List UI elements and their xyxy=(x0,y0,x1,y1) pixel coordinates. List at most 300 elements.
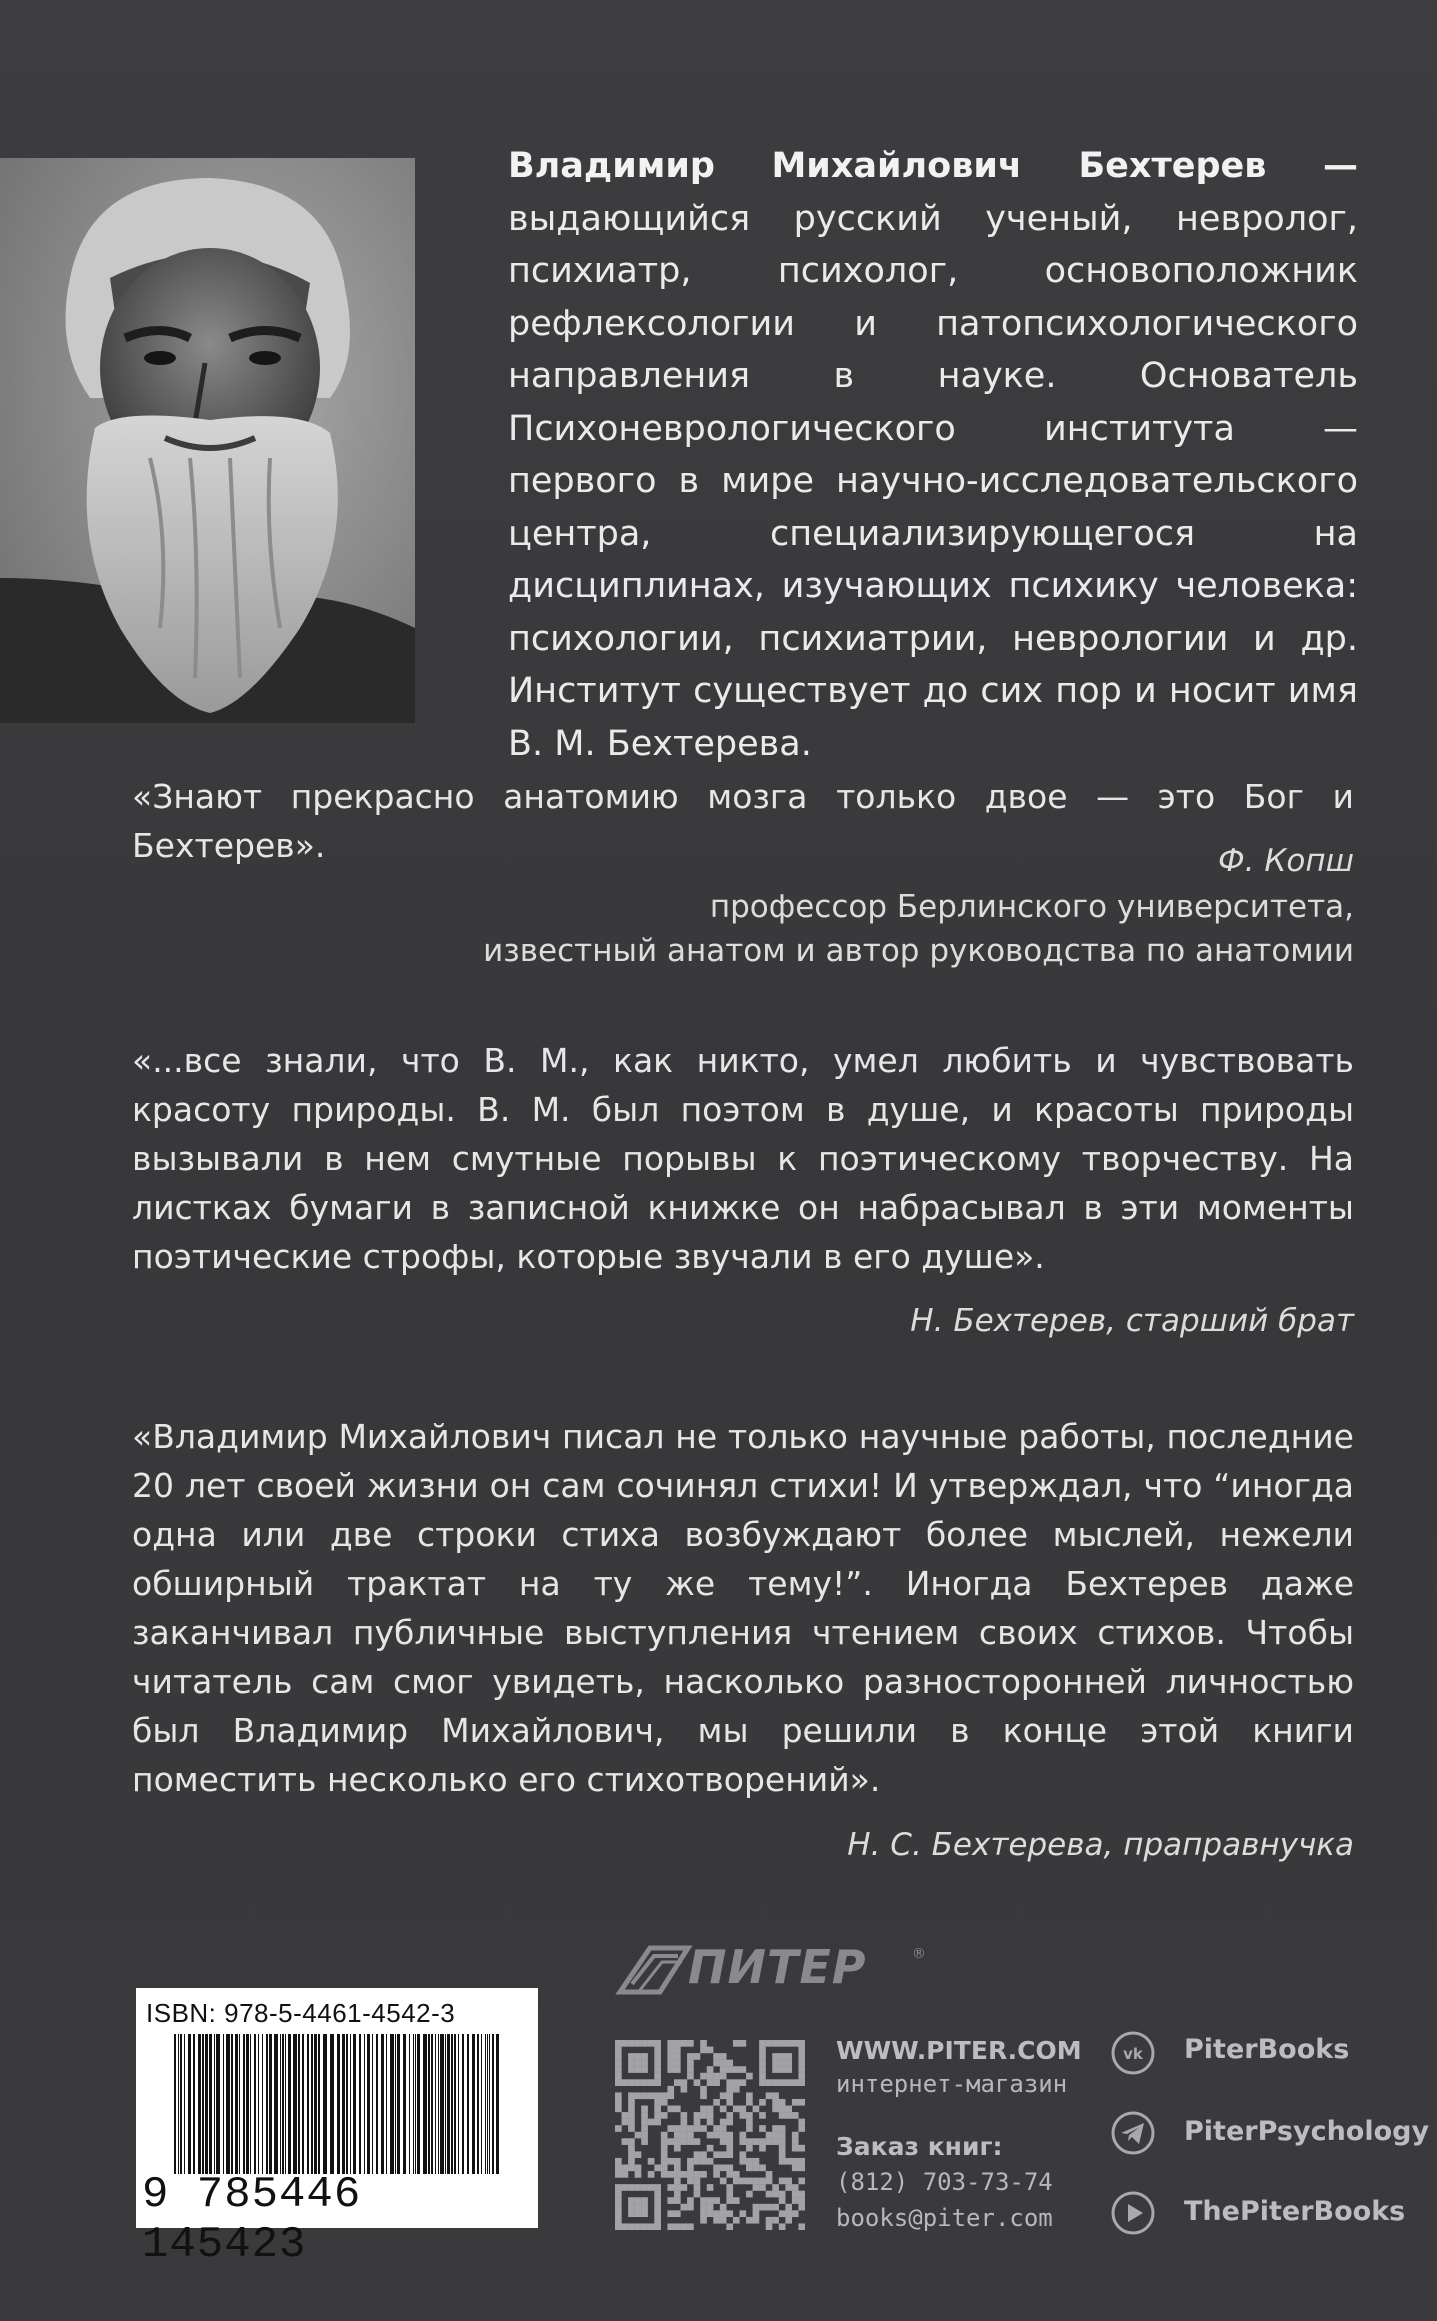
qr-module xyxy=(628,2060,635,2067)
barcode-bar xyxy=(489,2034,490,2174)
qr-module xyxy=(713,2164,720,2171)
qr-module xyxy=(687,2197,694,2204)
quote-kopsch-role-1: профессор Берлинского университета, xyxy=(709,889,1354,925)
qr-module xyxy=(622,2112,629,2119)
barcode-bar xyxy=(467,2034,469,2174)
qr-module xyxy=(792,2145,799,2152)
author-portrait xyxy=(0,158,415,723)
barcode-bar xyxy=(307,2034,309,2174)
author-name: Владимир Михайлович Бехтерев — xyxy=(508,146,1358,186)
qr-module xyxy=(798,2204,805,2211)
qr-module xyxy=(766,2204,773,2211)
barcode-bar xyxy=(485,2034,486,2174)
barcode-bar xyxy=(496,2034,499,2174)
qr-module xyxy=(667,2060,674,2067)
qr-module xyxy=(733,2106,740,2113)
qr-module xyxy=(700,2204,707,2211)
qr-module xyxy=(746,2178,753,2185)
qr-module xyxy=(622,2119,629,2126)
website-link[interactable]: WWW.PITER.COM xyxy=(836,2036,1082,2065)
barcode-bar xyxy=(359,2034,361,2174)
qr-module xyxy=(707,2079,714,2086)
telegram-icon[interactable] xyxy=(1110,2110,1156,2156)
qr-module xyxy=(726,2171,733,2178)
qr-module xyxy=(700,2151,707,2158)
barcode-bar xyxy=(246,2034,249,2174)
qr-module xyxy=(628,2079,635,2086)
barcode-bar xyxy=(440,2034,444,2174)
qr-module xyxy=(759,2047,766,2054)
qr-module xyxy=(792,2138,799,2145)
qr-module xyxy=(622,2184,629,2191)
qr-module xyxy=(753,2164,760,2171)
qr-module xyxy=(707,2073,714,2080)
qr-module xyxy=(753,2138,760,2145)
qr-module xyxy=(772,2132,779,2139)
qr-module xyxy=(792,2079,799,2086)
qr-module xyxy=(779,2060,786,2067)
qr-module xyxy=(700,2047,707,2054)
qr-module xyxy=(654,2210,661,2217)
qr-module xyxy=(641,2223,648,2230)
qr-module xyxy=(628,2151,635,2158)
barcode-bar xyxy=(458,2034,459,2174)
qr-module xyxy=(628,2158,635,2165)
qr-module xyxy=(674,2132,681,2139)
qr-module xyxy=(798,2164,805,2171)
qr-module xyxy=(746,2145,753,2152)
quote-brother-author-name: Н. Бехтерев, старший брат xyxy=(910,1303,1354,1339)
qr-module xyxy=(739,2106,746,2113)
qr-module xyxy=(779,2223,786,2230)
qr-module xyxy=(635,2079,642,2086)
barcode-bar xyxy=(198,2034,201,2174)
barcode-bar xyxy=(364,2034,365,2174)
qr-module xyxy=(635,2040,642,2047)
qr-module xyxy=(720,2106,727,2113)
qr-module xyxy=(648,2158,655,2165)
qr-module xyxy=(628,2184,635,2191)
qr-module xyxy=(759,2125,766,2132)
qr-module xyxy=(753,2106,760,2113)
qr-module xyxy=(746,2073,753,2080)
qr-module xyxy=(674,2184,681,2191)
qr-module xyxy=(687,2171,694,2178)
qr-module xyxy=(615,2047,622,2054)
qr-module xyxy=(798,2040,805,2047)
barcode-bar xyxy=(390,2034,394,2174)
qr-module xyxy=(615,2060,622,2067)
qr-module xyxy=(615,2079,622,2086)
qr-module xyxy=(779,2145,786,2152)
qr-module xyxy=(798,2178,805,2185)
qr-module xyxy=(759,2178,766,2185)
qr-module xyxy=(654,2217,661,2224)
qr-module xyxy=(674,2223,681,2230)
qr-module xyxy=(615,2191,622,2198)
portrait-image xyxy=(0,158,415,723)
barcode-bar xyxy=(214,2034,215,2174)
barcode-bar xyxy=(250,2034,251,2174)
barcode-bar xyxy=(293,2034,297,2174)
qr-module xyxy=(726,2164,733,2171)
qr-module xyxy=(641,2053,648,2060)
qr-module xyxy=(641,2066,648,2073)
qr-module xyxy=(674,2106,681,2113)
qr-module xyxy=(635,2066,642,2073)
qr-module xyxy=(785,2053,792,2060)
qr-module xyxy=(726,2060,733,2067)
barcode-bar xyxy=(254,2034,256,2174)
qr-module xyxy=(746,2158,753,2165)
qr-module xyxy=(779,2210,786,2217)
qr-module xyxy=(739,2066,746,2073)
barcode-bar xyxy=(413,2034,414,2174)
qr-module xyxy=(700,2125,707,2132)
qr-module xyxy=(739,2138,746,2145)
qr-module xyxy=(648,2092,655,2099)
qr-module xyxy=(654,2099,661,2106)
qr-module xyxy=(674,2079,681,2086)
qr-module xyxy=(720,2060,727,2067)
barcode-bar xyxy=(202,2034,204,2174)
barcode-bar xyxy=(431,2034,433,2174)
qr-module xyxy=(720,2217,727,2224)
qr-module xyxy=(700,2217,707,2224)
qr-module xyxy=(674,2053,681,2060)
barcode-bar xyxy=(451,2034,453,2174)
qr-module xyxy=(772,2066,779,2073)
qr-module xyxy=(746,2164,753,2171)
qr-module xyxy=(798,2066,805,2073)
barcode-bar xyxy=(258,2034,259,2174)
youtube-icon[interactable] xyxy=(1110,2190,1156,2236)
qr-module xyxy=(713,2171,720,2178)
qr-module xyxy=(661,2112,668,2119)
qr-module xyxy=(720,2210,727,2217)
barcode-bar xyxy=(454,2034,456,2174)
qr-module xyxy=(785,2112,792,2119)
publisher-logo-registered: ® xyxy=(912,1946,926,1962)
barcode-bar xyxy=(376,2034,378,2174)
qr-module xyxy=(792,2197,799,2204)
qr-module xyxy=(667,2210,674,2217)
qr-module xyxy=(654,2073,661,2080)
social-vk-label[interactable]: PiterBooks xyxy=(1184,2034,1350,2065)
barcode-bar xyxy=(231,2034,233,2174)
order-email[interactable]: books@piter.com xyxy=(836,2204,1053,2232)
qr-module xyxy=(766,2171,773,2178)
qr-module xyxy=(667,2092,674,2099)
qr-module xyxy=(635,2204,642,2211)
qr-module xyxy=(700,2040,707,2047)
barcode-bar xyxy=(262,2034,263,2174)
qr-module xyxy=(700,2086,707,2093)
qr-module xyxy=(615,2210,622,2217)
qr-module xyxy=(707,2132,714,2139)
barcode-bar xyxy=(472,2034,475,2174)
qr-module xyxy=(746,2099,753,2106)
barcode-bar xyxy=(311,2034,313,2174)
qr-module xyxy=(622,2040,629,2047)
qr-module xyxy=(792,2184,799,2191)
qr-module xyxy=(798,2191,805,2198)
qr-module xyxy=(707,2119,714,2126)
qr-module xyxy=(707,2158,714,2165)
qr-module xyxy=(674,2171,681,2178)
isbn-text: ISBN: 978-5-4461-4542-3 xyxy=(146,1998,456,2028)
qr-module xyxy=(759,2060,766,2067)
qr-module xyxy=(635,2092,642,2099)
qr-module xyxy=(713,2073,720,2080)
qr-module xyxy=(641,2092,648,2099)
qr-module xyxy=(635,2197,642,2204)
qr-module xyxy=(720,2125,727,2132)
qr-module xyxy=(615,2171,622,2178)
qr-module xyxy=(615,2073,622,2080)
qr-module xyxy=(641,2204,648,2211)
qr-module xyxy=(694,2119,701,2126)
social-youtube-label[interactable]: ThePiterBooks xyxy=(1184,2196,1406,2227)
qr-module xyxy=(674,2138,681,2145)
barcode-bar xyxy=(481,2034,482,2174)
qr-module xyxy=(720,2053,727,2060)
qr-module xyxy=(779,2106,786,2113)
qr-module xyxy=(792,2164,799,2171)
qr-module xyxy=(772,2060,779,2067)
qr-module xyxy=(707,2145,714,2152)
qr-module xyxy=(648,2171,655,2178)
qr-code[interactable] xyxy=(615,2040,805,2230)
barcode-bar xyxy=(462,2034,464,2174)
barcode-bar xyxy=(477,2034,479,2174)
qr-module xyxy=(687,2223,694,2230)
qr-module xyxy=(628,2164,635,2171)
qr-module xyxy=(635,2171,642,2178)
qr-module xyxy=(766,2092,773,2099)
qr-module xyxy=(726,2092,733,2099)
barcode-bar xyxy=(367,2034,370,2174)
qr-module xyxy=(726,2210,733,2217)
qr-module xyxy=(615,2223,622,2230)
qr-module xyxy=(798,2223,805,2230)
qr-module xyxy=(687,2204,694,2211)
qr-module xyxy=(654,2066,661,2073)
qr-module xyxy=(681,2125,688,2132)
qr-module xyxy=(720,2204,727,2211)
order-phone[interactable]: (812) 703-73-74 xyxy=(836,2168,1053,2196)
quote-kopsch-role-2: известный анатом и автор руководства по анатомии xyxy=(483,933,1354,969)
qr-module xyxy=(713,2099,720,2106)
qr-module xyxy=(628,2138,635,2145)
qr-module xyxy=(674,2060,681,2067)
qr-module xyxy=(733,2197,740,2204)
qr-module xyxy=(694,2053,701,2060)
qr-module xyxy=(798,2079,805,2086)
qr-module xyxy=(648,2079,655,2086)
qr-module xyxy=(687,2125,694,2132)
qr-module xyxy=(726,2138,733,2145)
qr-module xyxy=(667,2106,674,2113)
qr-module xyxy=(641,2210,648,2217)
qr-module xyxy=(759,2099,766,2106)
qr-module xyxy=(772,2053,779,2060)
qr-module xyxy=(628,2040,635,2047)
qr-module xyxy=(739,2079,746,2086)
qr-module xyxy=(687,2178,694,2185)
barcode-bar xyxy=(243,2034,245,2174)
qr-module xyxy=(739,2178,746,2185)
barcode-bar xyxy=(216,2034,220,2174)
qr-module xyxy=(772,2099,779,2106)
qr-module xyxy=(779,2191,786,2198)
qr-module xyxy=(759,2066,766,2073)
qr-module xyxy=(661,2099,668,2106)
qr-module xyxy=(694,2178,701,2185)
qr-module xyxy=(615,2204,622,2211)
qr-module xyxy=(726,2223,733,2230)
qr-module xyxy=(628,2106,635,2113)
qr-module xyxy=(779,2066,786,2073)
qr-module xyxy=(733,2086,740,2093)
qr-module xyxy=(681,2204,688,2211)
qr-module xyxy=(674,2158,681,2165)
qr-module xyxy=(746,2138,753,2145)
qr-module xyxy=(674,2164,681,2171)
qr-module xyxy=(759,2164,766,2171)
qr-module xyxy=(779,2197,786,2204)
qr-module xyxy=(753,2210,760,2217)
qr-module xyxy=(667,2040,674,2047)
qr-module xyxy=(746,2112,753,2119)
qr-module xyxy=(707,2066,714,2073)
qr-module xyxy=(785,2106,792,2113)
qr-module xyxy=(772,2184,779,2191)
qr-module xyxy=(674,2210,681,2217)
qr-module xyxy=(713,2125,720,2132)
qr-module xyxy=(713,2151,720,2158)
qr-module xyxy=(628,2099,635,2106)
quote-granddaughter-author xyxy=(847,1822,1354,1868)
qr-module xyxy=(733,2040,740,2047)
qr-module xyxy=(707,2106,714,2113)
qr-module xyxy=(694,2158,701,2165)
barcode-bar xyxy=(318,2034,320,2174)
qr-module xyxy=(707,2197,714,2204)
qr-module xyxy=(713,2217,720,2224)
qr-module xyxy=(641,2060,648,2067)
qr-module xyxy=(667,2138,674,2145)
qr-module xyxy=(674,2191,681,2198)
qr-module xyxy=(700,2158,707,2165)
qr-module xyxy=(785,2184,792,2191)
social-telegram-label[interactable]: PiterPsychology xyxy=(1184,2116,1430,2147)
qr-module xyxy=(766,2217,773,2224)
qr-module xyxy=(700,2112,707,2119)
barcode-bar xyxy=(193,2034,195,2174)
qr-module xyxy=(667,2066,674,2073)
barcode-bar xyxy=(226,2034,230,2174)
qr-module xyxy=(798,2145,805,2152)
barcode-bar xyxy=(346,2034,348,2174)
qr-module xyxy=(720,2119,727,2126)
qr-module xyxy=(667,2158,674,2165)
qr-module xyxy=(753,2178,760,2185)
qr-module xyxy=(628,2053,635,2060)
barcode-bar xyxy=(285,2034,286,2174)
barcode-bar xyxy=(280,2034,281,2174)
qr-module xyxy=(628,2223,635,2230)
qr-module xyxy=(628,2204,635,2211)
barcode-bar xyxy=(435,2034,436,2174)
qr-module xyxy=(759,2184,766,2191)
qr-module xyxy=(785,2204,792,2211)
qr-module xyxy=(759,2079,766,2086)
qr-module xyxy=(648,2184,655,2191)
qr-module xyxy=(779,2125,786,2132)
qr-module xyxy=(798,2053,805,2060)
qr-module xyxy=(772,2106,779,2113)
qr-module xyxy=(772,2191,779,2198)
qr-module xyxy=(615,2184,622,2191)
qr-module xyxy=(648,2223,655,2230)
qr-module xyxy=(641,2112,648,2119)
qr-module xyxy=(779,2132,786,2139)
qr-module xyxy=(720,2151,727,2158)
qr-module xyxy=(641,2119,648,2126)
qr-module xyxy=(667,2223,674,2230)
svg-text:vk: vk xyxy=(1123,2045,1143,2063)
barcode-bar xyxy=(269,2034,272,2174)
qr-module xyxy=(733,2178,740,2185)
qr-module xyxy=(687,2164,694,2171)
isbn-barcode xyxy=(136,1988,538,2270)
qr-module xyxy=(798,2073,805,2080)
qr-module xyxy=(753,2184,760,2191)
qr-module xyxy=(766,2138,773,2145)
qr-module xyxy=(779,2158,786,2165)
author-bio xyxy=(508,140,1358,770)
qr-module xyxy=(641,2184,648,2191)
qr-module xyxy=(726,2079,733,2086)
qr-module xyxy=(687,2132,694,2139)
qr-module xyxy=(798,2158,805,2165)
qr-module xyxy=(772,2204,779,2211)
qr-module xyxy=(785,2158,792,2165)
qr-module xyxy=(615,2106,622,2113)
qr-module xyxy=(615,2197,622,2204)
quote-granddaughter: «Владимир Михайлович писал не только научные работы, последние 20 лет своей жизни он сам сочинял стихи! И утверждал, что “иногда одна или две строки стиха возбуждают более мыслей, нежели обширный трактат на ту же тему!”. Иногда Бехтерев даже заканчивал публичные выступления чтением своих стихов. Чтобы читатель сам смог увидеть, насколько разносторонней личностью был Владимир Михайлович, мы решили в конце этой книги поместить несколько его стихотворений». xyxy=(132,1417,1354,1799)
qr-module xyxy=(674,2125,681,2132)
qr-module xyxy=(615,2092,622,2099)
qr-module xyxy=(759,2145,766,2152)
barcode-bar xyxy=(302,2034,304,2174)
qr-module xyxy=(628,2197,635,2204)
qr-module xyxy=(707,2204,714,2211)
qr-module xyxy=(792,2191,799,2198)
qr-module xyxy=(713,2210,720,2217)
qr-module xyxy=(628,2210,635,2217)
barcode-bar xyxy=(223,2034,224,2174)
qr-module xyxy=(792,2112,799,2119)
qr-module xyxy=(674,2040,681,2047)
qr-module xyxy=(720,2138,727,2145)
qr-module xyxy=(628,2066,635,2073)
qr-module xyxy=(667,2086,674,2093)
vk-icon[interactable] xyxy=(1110,2030,1156,2076)
qr-module xyxy=(681,2040,688,2047)
qr-module xyxy=(720,2178,727,2185)
